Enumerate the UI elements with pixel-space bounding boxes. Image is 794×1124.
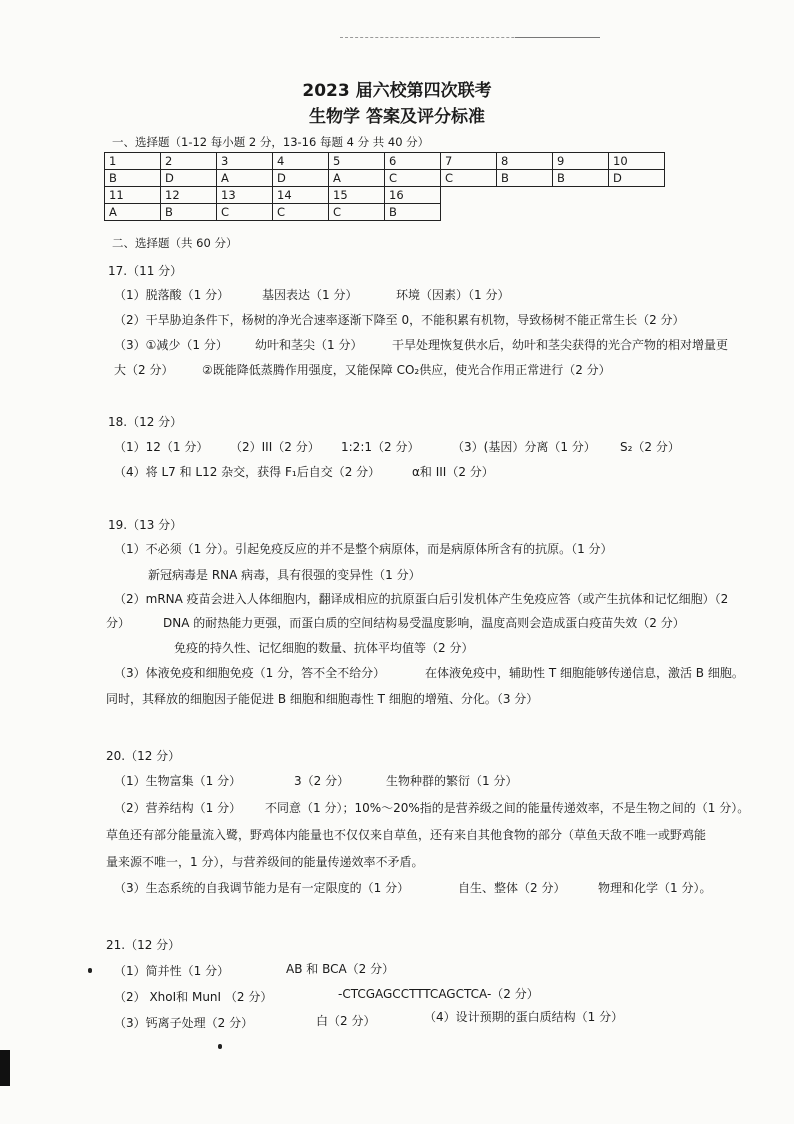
table-cell: 2	[161, 153, 217, 170]
table-cell: 16	[385, 187, 441, 204]
q18-answer: （3）(基因）分离（1 分）	[452, 440, 596, 454]
table-cell: B	[497, 170, 553, 187]
table-cell: 15	[329, 187, 385, 204]
q18-answer: （1）12（1 分）	[114, 440, 209, 454]
q17-answer: 幼叶和茎尖（1 分）	[255, 338, 363, 352]
q20-answer: 生物种群的繁衍（1 分）	[386, 774, 518, 788]
table-cell: 13	[217, 187, 273, 204]
q17-answer: 基因表达（1 分）	[262, 288, 358, 302]
q17-answer: （1）脱落酸（1 分）	[114, 288, 230, 302]
q17-answer: 大（2 分）	[114, 363, 174, 377]
q20-answer: 物理和化学（1 分）。	[598, 881, 712, 895]
q20-answer: （1）生物富集（1 分）	[114, 774, 242, 788]
table-cell: 11	[105, 187, 161, 204]
section2-heading: 二、选择题（共 60 分）	[112, 236, 238, 250]
q20-answer: 草鱼还有部分能量流入鹭，野鸡体内能量也不仅仅来自草鱼，还有来自其他食物的部分（草鱼天敌不唯一或野鸡能	[106, 828, 707, 842]
answer-table	[104, 152, 665, 221]
q21-answer: （1）简并性（1 分）	[114, 964, 230, 978]
q17-answer: （2）干旱胁迫条件下，杨树的净光合速率逐渐下降至 0，不能积累有机物，导致杨树不能正常生长（2 分）	[114, 313, 685, 327]
table-cell: C	[273, 204, 329, 221]
q17-answer: （3）①减少（1 分）	[114, 338, 228, 352]
table-cell: C	[329, 204, 385, 221]
q20-answer: （2）营养结构（1 分）	[114, 801, 242, 815]
q18-answer: （4）将 L7 和 L12 杂交，获得 F₁后自交（2 分）	[114, 465, 381, 479]
table-cell: B	[385, 204, 441, 221]
table-cell: B	[105, 170, 161, 187]
scan-speck	[88, 968, 92, 973]
q17-answer: ②既能降低蒸腾作用强度，又能保障 CO₂供应，使光合作用正常进行（2 分）	[202, 363, 611, 377]
q18-answer: S₂（2 分）	[620, 440, 680, 454]
q17-header: 17.（11 分）	[108, 264, 183, 278]
page-title: 2023 届六校第四次联考	[302, 81, 492, 101]
q20-answer: 自生、整体（2 分）	[458, 881, 566, 895]
q18-answer: α和 III（2 分）	[412, 465, 494, 479]
q20-answer: 不同意（1 分）；10%～20%指的是营养级之间的能量传递效率，不是生物之间的（1 分）。	[265, 801, 750, 815]
table-cell: D	[273, 170, 329, 187]
q19-answer: 同时，其释放的细胞因子能促进 B 细胞和细胞毒性 T 细胞的增殖、分化。（3 分）	[106, 692, 539, 706]
q19-header: 19.（13 分）	[108, 518, 183, 532]
table-cell: A	[329, 170, 385, 187]
table-cell: 3	[217, 153, 273, 170]
q19-answer: 新冠病毒是 RNA 病毒，具有很强的变异性（1 分）	[148, 568, 421, 582]
q18-answer: 1:2:1（2 分）	[341, 440, 420, 454]
table-cell: C	[441, 170, 497, 187]
table-cell: 6	[385, 153, 441, 170]
q21-answer: -CTCGAGCCTTTCAGCTCA-（2 分）	[338, 987, 539, 1001]
q18-answer: （2）III（2 分）	[230, 440, 320, 454]
q21-answer: （2） XhoⅠ和 MunⅠ （2 分）	[114, 990, 273, 1004]
table-cell: A	[105, 204, 161, 221]
table-cell: 7	[441, 153, 497, 170]
page-subtitle: 生物学 答案及评分标准	[309, 107, 485, 127]
scan-speck	[218, 1044, 222, 1049]
table-cell: D	[161, 170, 217, 187]
q21-answer: AB 和 BCA（2 分）	[286, 962, 395, 976]
q19-answer: （3）体液免疫和细胞免疫（1 分，答不全不给分）	[114, 666, 386, 680]
section1-heading: 一、选择题（1-12 每小题 2 分，13-16 每题 4 分 共 40 分）	[112, 135, 430, 149]
table-cell: A	[217, 170, 273, 187]
scan-edge-mark	[0, 1050, 10, 1086]
scan-top-mark-solid	[515, 37, 600, 38]
q19-answer: 免疫的持久性、记忆细胞的数量、抗体平均值等（2 分）	[174, 641, 474, 655]
table-cell: B	[553, 170, 609, 187]
q19-answer: （1）不必须（1 分）。引起免疫反应的并不是整个病原体，而是病原体所含有的抗原。（1 分）	[114, 542, 613, 556]
q20-answer: 量来源不唯一，1 分），与营养级间的能量传递效率不矛盾。	[106, 855, 424, 869]
q20-answer: 3（2 分）	[294, 774, 350, 788]
table-cell: 14	[273, 187, 329, 204]
table-cell: 10	[609, 153, 665, 170]
table-cell: 12	[161, 187, 217, 204]
table-cell: 5	[329, 153, 385, 170]
table-cell: B	[161, 204, 217, 221]
q21-header: 21.（12 分）	[106, 938, 181, 952]
q19-answer: DNA 的耐热能力更强，而蛋白质的空间结构易受温度影响，温度高则会造成蛋白疫苗失效（2 分）	[163, 616, 685, 630]
table-cell: 4	[273, 153, 329, 170]
q19-answer: 分）	[106, 616, 131, 630]
q18-header: 18.（12 分）	[108, 415, 183, 429]
q20-answer: （3）生态系统的自我调节能力是有一定限度的（1 分）	[114, 881, 410, 895]
table-cell: 1	[105, 153, 161, 170]
table-cell: C	[217, 204, 273, 221]
q19-answer: （2）mRNA 疫苗会进入人体细胞内，翻译成相应的抗原蛋白后引发机体产生免疫应答（或产生抗体和记忆细胞）（2	[114, 592, 729, 606]
table-cell: C	[385, 170, 441, 187]
q21-answer: （4）设计预期的蛋白质结构（1 分）	[424, 1010, 624, 1024]
q21-answer: 白（2 分）	[316, 1014, 376, 1028]
table-cell: 9	[553, 153, 609, 170]
table-cell: D	[609, 170, 665, 187]
q17-answer: 环境（因素）（1 分）	[396, 288, 510, 302]
q17-answer: 干旱处理恢复供水后，幼叶和茎尖获得的光合产物的相对增量更	[392, 338, 729, 352]
q21-answer: （3）钙离子处理（2 分）	[114, 1016, 254, 1030]
q20-header: 20.（12 分）	[106, 749, 181, 763]
q19-answer: 在体液免疫中，辅助性 T 细胞能够传递信息，激活 B 细胞。	[425, 666, 744, 680]
table-cell: 8	[497, 153, 553, 170]
